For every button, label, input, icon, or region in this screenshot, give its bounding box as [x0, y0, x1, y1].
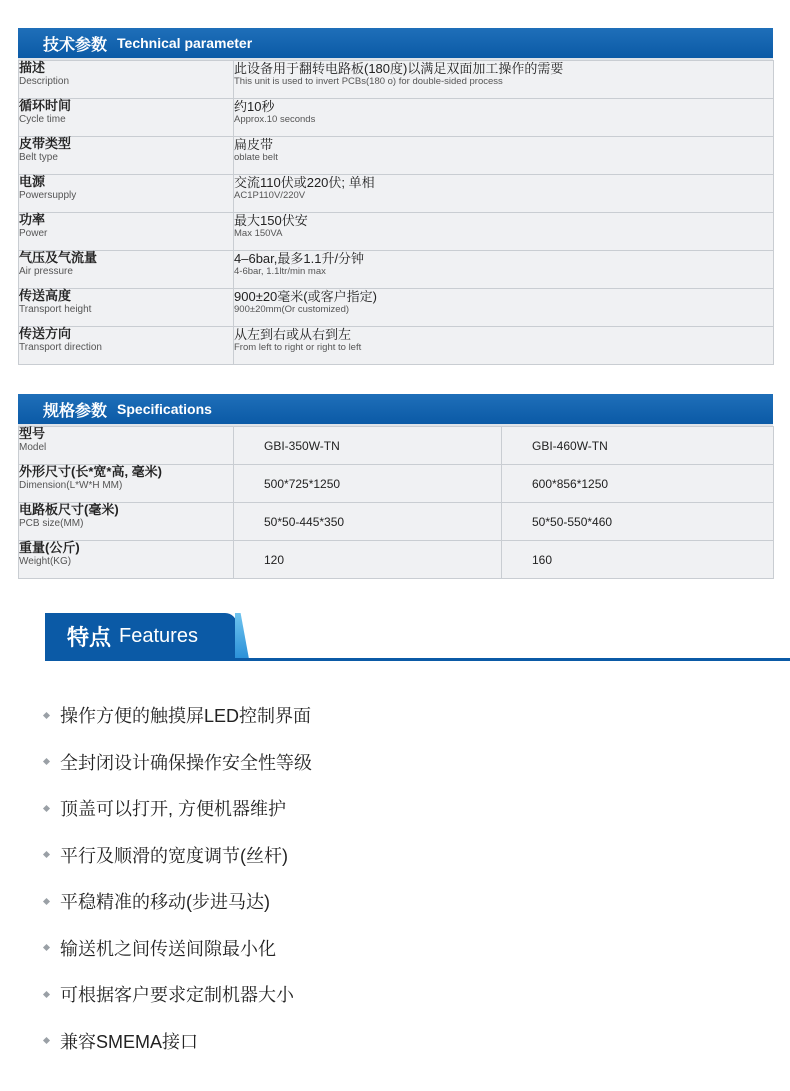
technical-label-en: Transport direction [19, 342, 102, 353]
technical-label-cn: 传送高度 [19, 288, 72, 303]
technical-value-en: 4-6bar, 1.1ltr/min max [234, 266, 326, 277]
technical-label-en: Air pressure [19, 266, 73, 277]
technical-row [19, 175, 774, 213]
specifications-title-en: Specifications [117, 401, 212, 417]
technical-row [19, 99, 774, 137]
feature-text: 操作方便的触摸屏LED控制界面 [60, 706, 312, 726]
features-tab [45, 613, 237, 659]
specifications-row [19, 541, 774, 579]
technical-label-cell [19, 175, 234, 213]
technical-row [19, 327, 774, 365]
technical-header [18, 28, 773, 60]
technical-label-cell [19, 61, 234, 99]
specifications-value-model-1: GBI-350W-TN [234, 427, 502, 465]
diamond-bullet-icon [43, 1037, 50, 1044]
technical-label-en: Description [19, 76, 70, 87]
feature-item [44, 888, 270, 914]
specifications-label-en: PCB size(MM) [19, 518, 84, 529]
specifications-label-en: Dimension(L*W*H MM) [19, 480, 123, 491]
specifications-label-en: Model [19, 442, 47, 453]
technical-title-cn: 技术参数 [43, 36, 108, 54]
specifications-value-model-2: GBI-460W-TN [502, 427, 774, 465]
technical-label-cn: 描述 [19, 60, 46, 75]
specifications-label-cell [19, 541, 234, 579]
specifications-header [18, 394, 773, 426]
feature-item [44, 749, 312, 775]
technical-label-en: Power [19, 228, 48, 239]
technical-value-cn: 900±20毫米(或客户指定) [234, 289, 377, 304]
specifications-label-cn: 重量(公斤) [19, 540, 80, 555]
technical-value-en: 900±20mm(Or customized) [234, 304, 350, 315]
technical-value-cn: 此设备用于翻转电路板(180度)以满足双面加工操作的需要 [234, 61, 564, 76]
specifications-value-model-2: 50*50-550*460 [502, 503, 774, 541]
technical-value-cell [234, 99, 774, 137]
feature-text: 平稳精准的移动(步进马达) [60, 892, 270, 912]
technical-label-cell [19, 327, 234, 365]
feature-item [44, 702, 311, 728]
specifications-row [19, 465, 774, 503]
feature-item [44, 981, 294, 1007]
technical-title-en: Technical parameter [117, 35, 253, 51]
specifications-label-cn: 电路板尺寸(毫米) [19, 502, 119, 517]
specifications-value-model-2: 600*856*1250 [502, 465, 774, 503]
feature-item [44, 1028, 198, 1054]
features-accent-stripe [235, 613, 249, 659]
feature-text: 全封闭设计确保操作安全性等级 [60, 752, 312, 773]
technical-value-cn: 最大150伏安 [234, 213, 308, 228]
technical-label-cell [19, 137, 234, 175]
technical-value-cell [234, 175, 774, 213]
technical-value-en: From left to right or right to left [234, 342, 362, 353]
specifications-label-cell [19, 465, 234, 503]
specifications-label-cell [19, 427, 234, 465]
technical-row [19, 213, 774, 251]
feature-text: 输送机之间传送间隙最小化 [60, 938, 276, 959]
features-title-cn: 特点 [67, 624, 112, 650]
technical-value-en: oblate belt [234, 152, 278, 163]
technical-value-cell [234, 137, 774, 175]
specifications-label-en: Weight(KG) [19, 556, 72, 567]
technical-value-cn: 约10秒 [234, 99, 275, 114]
technical-label-en: Belt type [19, 152, 58, 163]
features-title-en: Features [119, 624, 198, 647]
diamond-bullet-icon [43, 897, 50, 904]
specifications-value-model-2: 160 [502, 541, 774, 579]
specifications-row [19, 503, 774, 541]
feature-item [44, 795, 286, 821]
diamond-bullet-icon [43, 944, 50, 951]
technical-label-cn: 皮带类型 [19, 136, 72, 151]
specifications-value-model-1: 120 [234, 541, 502, 579]
technical-value-cell [234, 251, 774, 289]
feature-text: 平行及顺滑的宽度调节(丝杆) [60, 845, 288, 866]
technical-label-en: Transport height [19, 304, 92, 315]
technical-label-en: Powersupply [19, 190, 77, 201]
specifications-table [18, 426, 774, 579]
diamond-bullet-icon [43, 851, 50, 858]
specifications-label-cn: 型号 [19, 426, 46, 441]
technical-value-cell [234, 61, 774, 99]
technical-value-en: Max 150VA [234, 228, 283, 239]
technical-value-en: Approx.10 seconds [234, 114, 316, 125]
specifications-value-model-1: 500*725*1250 [234, 465, 502, 503]
technical-value-cell [234, 327, 774, 365]
technical-label-cell [19, 251, 234, 289]
technical-value-cn: 4–6bar,最多1.1升/分钟 [234, 251, 365, 266]
specifications-label-cell [19, 503, 234, 541]
diamond-bullet-icon [43, 804, 50, 811]
technical-row [19, 251, 774, 289]
feature-text: 顶盖可以打开, 方便机器维护 [60, 799, 287, 819]
features-header [45, 613, 790, 661]
technical-value-cn: 扁皮带 [234, 137, 274, 152]
technical-label-cell [19, 99, 234, 137]
technical-label-cn: 循环时间 [19, 98, 72, 113]
technical-table [18, 60, 774, 365]
features-underline [45, 658, 790, 661]
technical-label-cn: 气压及气流量 [19, 250, 98, 265]
technical-label-en: Cycle time [19, 114, 66, 125]
technical-label-cn: 传送方向 [19, 326, 72, 341]
technical-label-cell [19, 289, 234, 327]
technical-value-en: AC1P110V/220V [234, 190, 306, 201]
specifications-row [19, 427, 774, 465]
technical-label-cell [19, 213, 234, 251]
technical-value-cn: 从左到右或从右到左 [234, 327, 352, 342]
technical-value-en: This unit is used to invert PCBs(180 o) for double-sided process [234, 76, 503, 87]
specifications-value-model-1: 50*50-445*350 [234, 503, 502, 541]
specifications-title-cn: 规格参数 [43, 402, 108, 420]
technical-value-cn: 交流110伏或220伏; 单相 [234, 175, 375, 190]
technical-row [19, 137, 774, 175]
technical-value-cell [234, 213, 774, 251]
technical-label-cn: 功率 [19, 212, 46, 227]
technical-row [19, 61, 774, 99]
feature-text: 兼容SMEMA接口 [60, 1031, 199, 1052]
technical-value-cell [234, 289, 774, 327]
feature-item [44, 935, 276, 961]
specifications-label-cn: 外形尺寸(长*宽*高, 毫米) [19, 464, 163, 479]
diamond-bullet-icon [43, 990, 50, 997]
feature-text: 可根据客户要求定制机器大小 [60, 985, 294, 1005]
feature-item [44, 842, 288, 868]
diamond-bullet-icon [43, 711, 50, 718]
technical-row [19, 289, 774, 327]
diamond-bullet-icon [43, 758, 50, 765]
technical-label-cn: 电源 [19, 174, 46, 189]
